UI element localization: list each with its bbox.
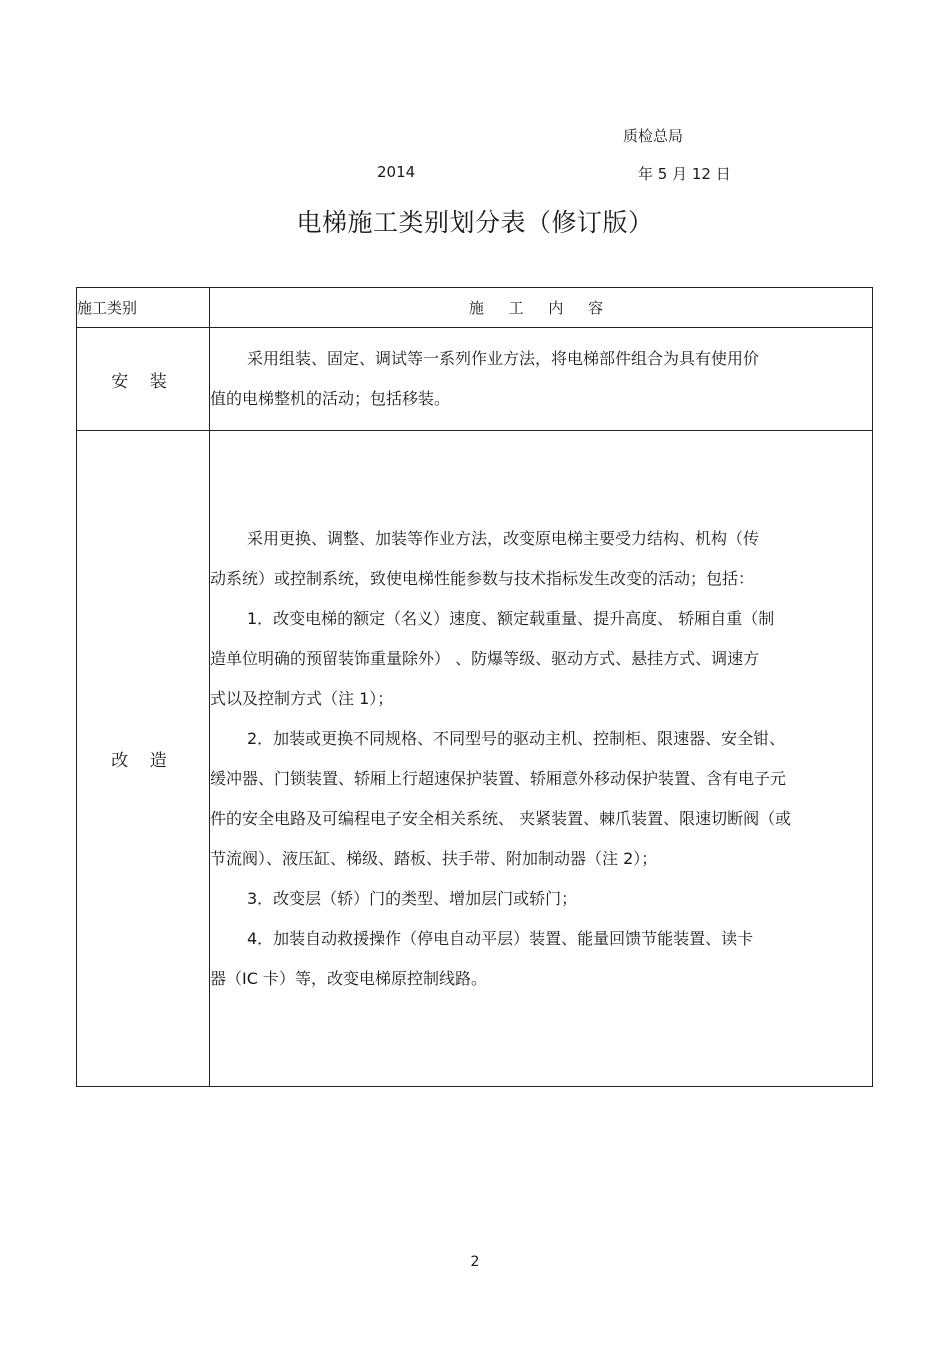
content-line: 采用组装、固定、调试等一系列作业方法，将电梯部件组合为具有使用价 <box>247 349 760 368</box>
table-header-row <box>77 288 873 328</box>
category-installation: 安 装 <box>77 328 210 431</box>
content-line: 造单位明确的预留装饰重量除外） 、防爆等级、驱动方式、悬挂方式、调速方 <box>210 648 760 668</box>
content-line: 缓冲器、门锁装置、轿厢上行超速保护装置、轿厢意外移动保护装置、含有电子元 <box>210 768 787 788</box>
content-line: 器（IC 卡）等，改变电梯原控制线路。 <box>210 968 487 988</box>
page-number: 2 <box>470 1254 480 1270</box>
content-installation <box>210 328 873 431</box>
content-line: 4．加装自动救援操作（停电自动平层）装置、能量回馈节能装置、读卡 <box>247 928 754 948</box>
content-line: 式以及控制方式（注 1）； <box>210 688 394 708</box>
content-line: 3．改变层（轿）门的类型、增加层门或轿门； <box>247 888 578 908</box>
issuing-authority: 质检总局 <box>623 127 684 145</box>
content-modification <box>210 431 873 1087</box>
table-row-installation <box>77 328 873 431</box>
table-row-modification <box>77 431 873 1087</box>
document-title: 电梯施工类别划分表（修订版） <box>296 208 654 237</box>
category-modification: 改 造 <box>77 431 210 1087</box>
content-line: 件的安全电路及可编程电子安全相关系统、 夹紧装置、棘爪装置、限速切断阀（或 <box>210 808 792 828</box>
content-line: 1．改变电梯的额定（名义）速度、额定载重量、提升高度、 轿厢自重（制 <box>247 608 775 628</box>
content-line: 采用更换、调整、加装等作业方法，改变原电梯主要受力结构、机构（传 <box>247 528 760 548</box>
column-header-category: 施工类别 <box>77 288 210 328</box>
classification-table <box>76 287 873 1087</box>
content-line: 动系统）或控制系统，致使电梯性能参数与技术指标发生改变的活动；包括： <box>210 568 755 588</box>
column-header-content: 施 工 内 容 <box>210 288 873 328</box>
content-line: 值的电梯整机的活动；包括移装。 <box>210 389 451 408</box>
content-line: 节流阀）、液压缸、梯级、踏板、扶手带、附加制动器（注 2）； <box>210 848 658 868</box>
content-line: 2．加装或更换不同规格、不同型号的驱动主机、控制柜、限速器、安全钳、 <box>247 728 786 748</box>
issue-year: 2014 <box>377 163 416 181</box>
issue-date: 年 5 月 12 日 <box>638 165 731 183</box>
